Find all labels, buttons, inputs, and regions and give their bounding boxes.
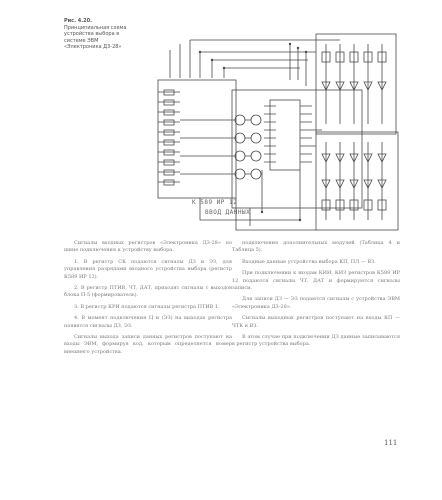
central-ic <box>270 100 300 170</box>
text-column-left <box>64 240 232 360</box>
paragraph: Сигналы входных регистров «Электроника Д3-28» по шине подключения к устройству выбора. <box>64 240 232 254</box>
paragraph: 2. В регистр ПТИВ, ЧТ, ДАТ, приходят сигналы с выходов блока П-5 (формирователь). <box>64 285 232 299</box>
schematic-drawing <box>140 20 400 245</box>
logic-board-outline <box>232 90 362 208</box>
paragraph: 3. В регистр КРИ подаются сигналы регистра ПТИВ 1. <box>74 303 220 310</box>
circuit-schematic <box>140 20 400 245</box>
paragraph: Входные данные устройства выбора КП, ПЛ — ВЗ. <box>242 258 376 265</box>
left-pin-rows <box>158 90 180 185</box>
figure-number: Рис. 4.20. <box>64 18 93 24</box>
paragraph: Для записи ДЗ — ЭЗ подаются сигналы с устройства ЭВМ «Электроника Д3-28». <box>232 296 400 310</box>
transistor-stages <box>180 115 261 179</box>
page-number: 111 <box>384 439 398 447</box>
paragraph: Сигналы выхода записи данных регистров поступают на входы ЭВМ, формируя код, которым определяется номер внешнего устройства. <box>64 334 232 355</box>
paragraph: Сигналы выходных регистров поступают на входы КП — ЧТК и ВЗ. <box>232 315 400 329</box>
paragraph: При подключении к входам КИИ, КИЗ регистров К589 ИР 12 подаются сигналы ЧТ, ДАТ и формируются сигналы записи. <box>232 270 400 292</box>
upper-right-block <box>316 34 396 134</box>
schematic-label-2: ВВОД ДАННЫХ <box>205 209 251 216</box>
paragraph: 1. В регистр СК подаются сигналы ДЗ и ЭЗ, для управления разрядами входного устройства выбора (регистр К589 ИР 12). <box>64 258 232 280</box>
paragraph: подключения дополнительных модулей (Таблица 4 и Таблица 5). <box>232 240 400 254</box>
figure-caption-text: Принципиальная схема устройства выбора в системе ЭВМ «Электроника Д3-28» <box>64 24 127 50</box>
paragraph: В этом случае при подключении ДЗ данные записываются в регистр устройства выбора. <box>232 334 400 348</box>
schematic-label-1: К 589 ИР 12 <box>192 199 238 206</box>
figure-caption <box>64 18 128 51</box>
text-column-right <box>232 240 400 353</box>
paragraph: 4. В момент подключения Ц и (ЭЗ) на выходах регистра появятся сигналы ДЗ, ЭЗ. <box>64 315 232 329</box>
